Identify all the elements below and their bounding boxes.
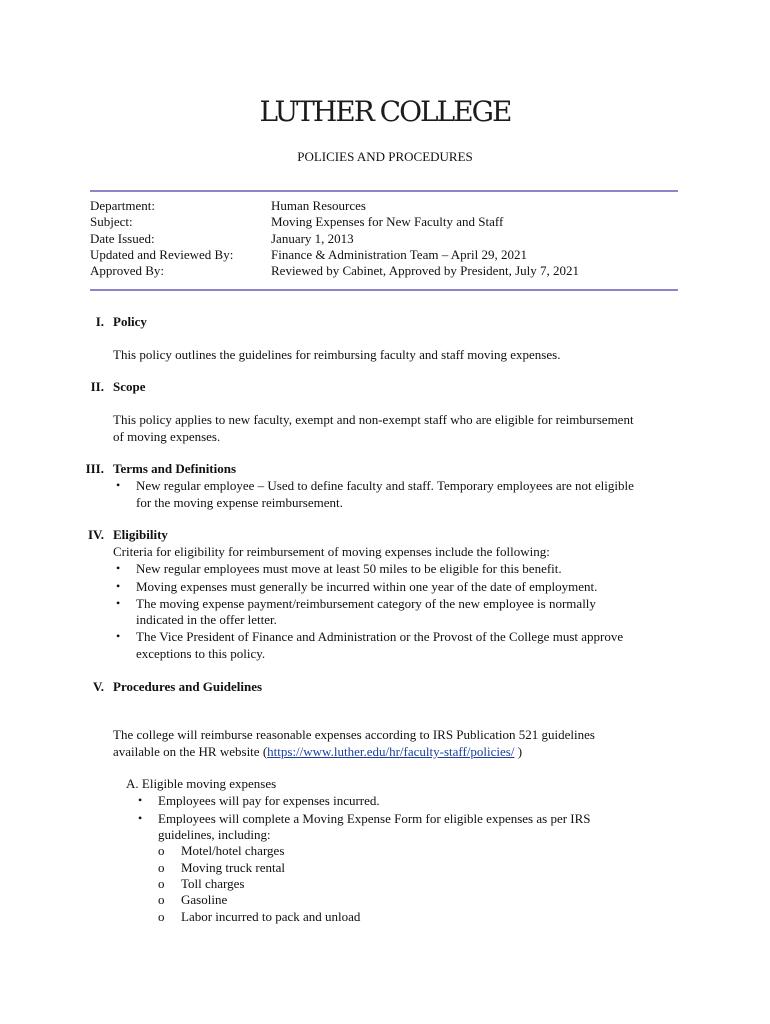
procedures-text-prefix: available on the HR website ( bbox=[113, 744, 268, 759]
section-title-scope: Scope bbox=[113, 379, 146, 394]
sub-bullet-icon: o bbox=[158, 876, 165, 891]
bullet-icon: • bbox=[116, 579, 121, 593]
approved-by-label: Approved By: bbox=[90, 263, 165, 278]
sub-bullet-icon: o bbox=[158, 843, 165, 858]
updated-reviewed-value: Finance & Administration Team – April 29, 2021 bbox=[271, 247, 527, 262]
bullet-icon: • bbox=[116, 478, 121, 492]
section-title-procedures: Procedures and Guidelines bbox=[113, 679, 263, 694]
eligibility-item: Moving expenses must generally be incurred within one year of the date of employment. bbox=[136, 579, 598, 594]
expense-type-item: Toll charges bbox=[181, 876, 245, 891]
procedures-text-line: The college will reimburse reasonable expenses according to IRS Publication 521 guidelines bbox=[113, 727, 595, 742]
college-logo: LUTHER COLLEGE bbox=[259, 95, 511, 128]
terms-item-line: for the moving expense reimbursement. bbox=[136, 495, 343, 510]
eligibility-item: New regular employees must move at least 50 miles to be eligible for this benefit. bbox=[136, 561, 562, 576]
scope-text-line: of moving expenses. bbox=[113, 429, 221, 444]
sub-bullet-icon: o bbox=[158, 860, 165, 875]
moving-expense-item-line: Employees will complete a Moving Expense Form for eligible expenses as per IRS bbox=[158, 811, 591, 826]
scope-text-line: This policy applies to new faculty, exempt and non-exempt staff who are eligible for reimbursement bbox=[113, 412, 634, 427]
approved-by-value: Reviewed by Cabinet, Approved by President, July 7, 2021 bbox=[271, 263, 579, 278]
top-divider bbox=[90, 190, 678, 192]
department-value: Human Resources bbox=[271, 198, 366, 213]
subsection-a-title: A. Eligible moving expenses bbox=[126, 776, 277, 791]
section-title-terms: Terms and Definitions bbox=[113, 461, 237, 476]
eligibility-item-line: The moving expense payment/reimbursement category of the new employee is normally bbox=[136, 596, 596, 611]
bottom-divider bbox=[90, 289, 678, 291]
expense-type-item: Moving truck rental bbox=[181, 860, 285, 875]
eligibility-item-line: The Vice President of Finance and Administration or the Provost of the College must approve bbox=[136, 629, 624, 644]
section-number: II. bbox=[90, 379, 104, 394]
terms-item-line: New regular employee – Used to define faculty and staff. Temporary employees are not eligible bbox=[136, 478, 634, 493]
procedures-text-line bbox=[113, 744, 522, 760]
section-number: IV. bbox=[87, 527, 104, 542]
policy-text: This policy outlines the guidelines for reimbursing faculty and staff moving expenses. bbox=[113, 347, 561, 362]
section-title-policy: Policy bbox=[113, 314, 147, 329]
moving-expense-item-line: guidelines, including: bbox=[158, 827, 271, 842]
sub-bullet-icon: o bbox=[158, 892, 165, 907]
subject-label: Subject: bbox=[90, 214, 133, 229]
expense-type-item: Motel/hotel charges bbox=[181, 843, 285, 858]
expense-type-item: Labor incurred to pack and unload bbox=[181, 909, 361, 924]
section-title-eligibility: Eligibility bbox=[113, 527, 168, 542]
procedures-text-suffix: ) bbox=[514, 744, 523, 759]
bullet-icon: • bbox=[138, 811, 143, 825]
eligibility-intro: Criteria for eligibility for reimbursement of moving expenses include the following: bbox=[113, 544, 550, 559]
hr-policies-link[interactable]: https://www.luther.edu/hr/faculty-staff/policies/ bbox=[267, 744, 515, 759]
updated-reviewed-label: Updated and Reviewed By: bbox=[90, 247, 234, 262]
department-label: Department: bbox=[90, 198, 155, 213]
bullet-icon: • bbox=[138, 793, 143, 807]
expense-type-item: Gasoline bbox=[181, 892, 228, 907]
document-title: POLICIES AND PROCEDURES bbox=[297, 149, 473, 164]
moving-expense-item: Employees will pay for expenses incurred. bbox=[158, 793, 380, 808]
date-issued-value: January 1, 2013 bbox=[271, 231, 354, 246]
section-number: V. bbox=[93, 679, 104, 694]
sub-bullet-icon: o bbox=[158, 909, 165, 924]
date-issued-label: Date Issued: bbox=[90, 231, 155, 246]
bullet-icon: • bbox=[116, 596, 121, 610]
section-number: III. bbox=[85, 461, 104, 476]
eligibility-item-line: indicated in the offer letter. bbox=[136, 612, 277, 627]
bullet-icon: • bbox=[116, 561, 121, 575]
bullet-icon: • bbox=[116, 629, 121, 643]
eligibility-item-line: exceptions to this policy. bbox=[136, 646, 266, 661]
subject-value: Moving Expenses for New Faculty and Staff bbox=[271, 214, 504, 229]
section-number: I. bbox=[95, 314, 104, 329]
